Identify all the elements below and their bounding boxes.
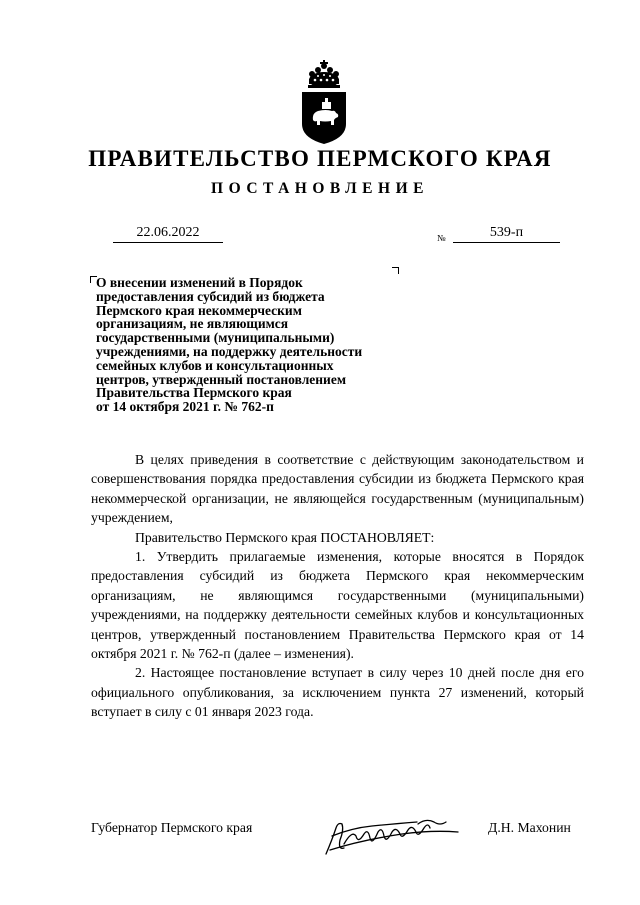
body-paragraph-item-2: 2. Настоящее постановление вступает в силу через 10 дней после дня его официального опубликования, за исключением пункта 27 изменений, который вступает в силу с 01 января 2023 года. (91, 665, 584, 720)
body-paragraph-item-1: 1. Утвердить прилагаемые изменения, которые вносятся в Порядок предоставления субсидий из бюджета Пермского края некоммерческим организациям, не являющимся государственными (муниципальными) учреждениями, на поддержку деятельности семейных клубов и консультационных центров, утвержденный постановлением Правительства Пермского края от 14 октября 2021 г. № 762-п (далее – изменения). (91, 549, 584, 662)
signatory-title: Губернатор Пермского края (91, 820, 253, 835)
body-paragraph-resolves: Правительство Пермского края ПОСТАНОВЛЯЕТ: (135, 529, 435, 545)
handwritten-signature-icon (322, 810, 462, 860)
perm-krai-coat-of-arms-icon (298, 58, 350, 144)
heading-line: Правительства Пермского края (96, 385, 292, 401)
document-heading (96, 276, 416, 414)
heading-line: от 14 октября 2021 г. № 762-п (96, 399, 274, 415)
number-prefix: № (437, 233, 446, 243)
heading-line: семейных клубов и консультационных (96, 357, 334, 373)
body-paragraph-preamble: В целях приведения в соответствие с действующим законодательством и совершенствования порядка предоставления субсидии из бюджета Пермского края некоммерческой организации, не являющейся государственным (муниципальным) учреждением, (91, 452, 584, 526)
document-type: ПОСТАНОВЛЕНИЕ (211, 180, 429, 197)
signatory-name: Д.Н. Махонин (488, 820, 571, 835)
heading-line: О внесении изменений в Порядок (96, 275, 303, 290)
heading-line: организациям, не являющимся (96, 316, 289, 332)
document-date: 22.06.2022 (113, 225, 223, 243)
document-number: 539-п (453, 225, 560, 243)
heading-line: Пермского края некоммерческим (96, 302, 302, 318)
heading-line: учреждениями, на поддержку деятельности (96, 343, 363, 359)
document-body (91, 450, 584, 722)
heading-line: государственными (муниципальными) (96, 330, 335, 346)
organization-title: ПРАВИТЕЛЬСТВО ПЕРМСКОГО КРАЯ (88, 146, 552, 171)
heading-line: центров, утвержденный постановлением (96, 371, 347, 387)
heading-corner-mark-right (392, 267, 399, 274)
heading-line: предоставления субсидий из бюджета (96, 288, 325, 304)
